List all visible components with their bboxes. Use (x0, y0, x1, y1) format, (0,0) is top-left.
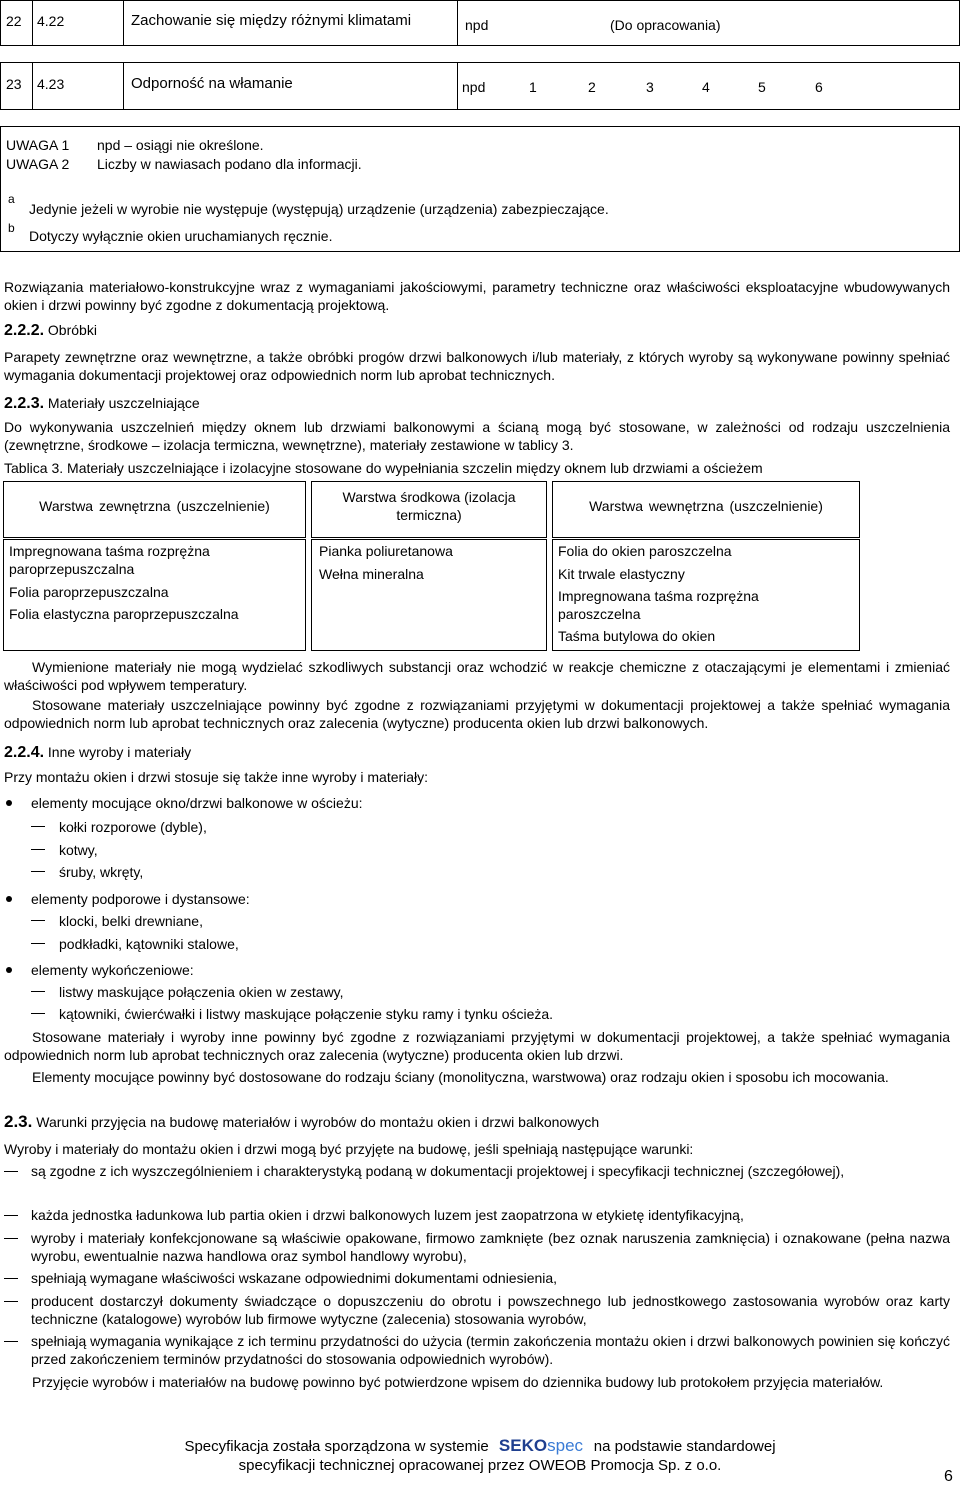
brand-logo (499, 1436, 588, 1455)
list-group-label: elementy wykończeniowe: (31, 962, 194, 978)
section-paragraph: Do wykonywania uszczelnień między oknem lub drzwiami balkonowymi a ścianą mogą być stosowane, w zależności od rodzaju uszczelnienia (zewnętrzne, środkowe – izolacja termiczna, wewnętrzne), materiały zestawione w tablicy 3. (4, 419, 950, 453)
row-value: (Do opracowania) (610, 17, 721, 33)
section-number: 2.2.4. (4, 744, 45, 761)
table-cell-item: Folia do okien paroszczelna (558, 543, 732, 559)
footer-text: na podstawie standardowej (593, 1438, 776, 1455)
dash-icon (4, 1301, 18, 1302)
dash-icon (4, 1171, 18, 1172)
table-cell-item: Folia paroprzepuszczalna (9, 584, 169, 600)
footer (0, 1436, 960, 1475)
section-number: 2.2.2. (4, 322, 45, 339)
list-item: spełniają wymagania wynikające z ich terminu przydatności do użycia (termin zakończenia montażu okien i drzwi balkonowych powinien się kończyć przed zakończeniem terminów przydatności do stosowania odpowiednich wyrobów). (31, 1333, 950, 1367)
dash-icon (31, 943, 45, 944)
brand-logo-part: spec (547, 1436, 584, 1455)
class-value: 4 (702, 79, 710, 95)
table-header: Warstwa środkowa (izolacja termiczna) (342, 489, 516, 523)
table-header: Warstwa zewnętrzna (uszczelnienie) (39, 498, 270, 514)
row-code: 4.23 (37, 76, 65, 92)
note-label: UWAGA 1 (6, 137, 70, 153)
dash-icon (4, 1341, 18, 1342)
table-cell-item: Wełna mineralna (319, 566, 424, 582)
table-cell-item: Taśma butylowa do okien (558, 628, 716, 644)
list-item: kotwy, (59, 842, 98, 858)
table-header: Warstwa wewnętrzna (uszczelnienie) (589, 498, 823, 514)
list-item: kątowniki, ćwierćwałki i listwy maskujące połączenie styku ramy i tynku ościeża. (59, 1006, 554, 1022)
section-title: Warunki przyjęcia na budowę materiałów i wyrobów do montażu okien i drzwi balkonowych (36, 1114, 600, 1130)
dash-icon (31, 826, 45, 827)
note-text: Liczby w nawiasach podano dla informacji. (97, 156, 362, 172)
dash-icon (31, 849, 45, 850)
note-text: npd – osiągi nie określone. (97, 137, 264, 153)
footnote-text: Dotyczy wyłącznie okien uruchamianych ręcznie. (29, 228, 333, 244)
table-cell-item: Impregnowana taśma rozprężna paroprzepuszczalna (9, 543, 210, 577)
note-label: UWAGA 2 (6, 156, 70, 172)
table-cell-item: Folia elastyczna paroprzepuszczalna (9, 606, 239, 622)
dash-icon (31, 871, 45, 872)
section-heading (4, 1113, 599, 1131)
brand-logo-part: SEKO (498, 1436, 548, 1455)
paragraph: Stosowane materiały uszczelniające powinny być zgodne z rozwiązaniami przyjętymi w dokumentacji projektowej a także spełniać wymagania odpowiednich norm lub aprobat technicznych oraz zalecenia (wytyczne) producenta okien lub drzwi balkonowych. (4, 697, 950, 731)
list-item: kołki rozporowe (dyble), (59, 819, 207, 835)
row-number: 22 (6, 13, 22, 29)
section-heading (4, 394, 200, 413)
list-item: klocki, belki drewniane, (59, 913, 203, 929)
class-value: 1 (529, 79, 537, 95)
section-intro: Przy montażu okien i drzwi stosuje się także inne wyroby i materiały: (4, 769, 429, 785)
class-value: 3 (646, 79, 654, 95)
section-number: 2.2.3. (4, 395, 45, 412)
list-item: śruby, wkręty, (59, 864, 144, 880)
table-caption: Tablica 3. Materiały uszczelniające i izolacyjne stosowane do wypełniania szczelin między oknem lub drzwiami a ościeżem (4, 460, 763, 476)
bullet-icon (6, 967, 12, 973)
paragraph: Elementy mocujące powinny być dostosowane do rodzaju ściany (monolityczna, warstwowa) oraz rodzaju okien i sposobu ich mocowania. (32, 1069, 889, 1085)
list-item: wyroby i materiały konfekcjonowane są właściwie opakowane, firmowo zamknięte (bez oznak naruszenia zamknięcia) i oznakowane (pełna nazwa wyrobu, ewentualnie nazwa handlowa oraz symbol handlowy wyrobu), (31, 1230, 950, 1264)
intro-paragraph: Rozwiązania materiałowo-konstrukcyjne wraz z wymaganiami jakościowymi, parametry techniczne oraz właściwości eksploatacyjne wbudowywanych okien i drzwi powinny być zgodne z dokumentacją projektową. (4, 279, 950, 313)
table-cell-item: Kit trwale elastyczny (558, 566, 685, 582)
list-item: spełniają wymagane właściwości wskazane odpowiednimi dokumentami odniesienia, (31, 1270, 558, 1286)
row-number: 23 (6, 76, 22, 92)
class-value: 2 (588, 79, 596, 95)
dash-icon (4, 1238, 18, 1239)
section-paragraph: Parapety zewnętrzne oraz wewnętrzne, a także obróbki progów drzwi balkonowych i/lub materiały, z których wyroby są wykonywane powinny spełniać wymagania dokumentacji projektowej oraz odpowiednich norm lub aprobat technicznych. (4, 349, 950, 383)
class-value: 6 (815, 79, 823, 95)
class-value: 5 (758, 79, 766, 95)
table-cell-item: Impregnowana taśma rozprężna paroszczelna (558, 588, 759, 622)
section-title: Materiały uszczelniające (47, 395, 200, 411)
section-heading (4, 321, 97, 340)
dash-icon (31, 991, 45, 992)
row-name: Odporność na włamanie (131, 75, 293, 92)
footer-line (0, 1436, 960, 1456)
section-title: Obróbki (47, 322, 97, 338)
list-group-label: elementy podporowe i dystansowe: (31, 891, 250, 907)
bullet-icon (6, 896, 12, 902)
list-item: każda jednostka ładunkowa lub partia okien i drzwi balkonowych luzem jest zaopatrzona w etykietę identyfikacyjną, (31, 1207, 744, 1223)
dash-icon (4, 1215, 18, 1216)
paragraph: Przyjęcie wyrobów i materiałów na budowę powinno być potwierdzone wpisem do dziennika budowy lub protokołem przyjęcia materiałów. (32, 1374, 884, 1390)
list-item: listwy maskujące połączenia okien w zestawy, (59, 984, 344, 1000)
section-title: Inne wyroby i materiały (47, 744, 192, 760)
dash-icon (31, 1013, 45, 1014)
footnote-mark: b (8, 221, 15, 235)
row-name: Zachowanie się między różnymi klimatami (131, 12, 412, 29)
page-number: 6 (944, 1468, 953, 1485)
row-code: 4.22 (37, 13, 65, 29)
list-group-label: elementy mocujące okno/drzwi balkonowe w ościeżu: (31, 795, 363, 811)
list-item: podkładki, kątowniki stalowe, (59, 936, 239, 952)
footer-text: Specyfikacja została sporządzona w systemie (184, 1438, 489, 1455)
paragraph: Wymienione materiały nie mogą wydzielać szkodliwych substancji oraz wchodzić w reakcje chemiczne z otaczającymi je elementami i zmieniać właściwości pod wpływem temperatury. (4, 659, 950, 693)
table-cell-item: Pianka poliuretanowa (319, 543, 453, 559)
bullet-icon (6, 800, 12, 806)
dash-icon (4, 1278, 18, 1279)
list-item: są zgodne z ich wyszczególnieniem i charakterystyką podaną w dokumentacji projektowej i specyfikacji technicznej (szczegółowej), (31, 1163, 845, 1179)
row-npd: npd (465, 17, 489, 33)
row-npd: npd (462, 79, 486, 95)
section-number: 2.3. (4, 1112, 33, 1131)
section-heading (4, 743, 191, 762)
footnote-mark: a (8, 192, 15, 206)
list-item: producent dostarczył dokumenty świadczące o dopuszczeniu do obrotu i powszechnego lub jednostkowego zastosowania wyrobów oraz karty techniczne (katalogowe) wyrobów lub firmowe wytyczne (zalecenia) stosowania wyrobów, (31, 1293, 950, 1327)
section-intro: Wyroby i materiały do montażu okien i drzwi mogą być przyjęte na budowę, jeśli spełniają następujące warunki: (4, 1141, 694, 1157)
footer-text: specyfikacji technicznej opracowanej przez OWEOB Promocja Sp. z o.o. (238, 1457, 722, 1474)
dash-icon (31, 920, 45, 921)
paragraph: Stosowane materiały i wyroby inne powinny być zgodne z rozwiązaniami przyjętymi w dokumentacji projektowej, a także spełniać wymagania odpowiednich norm lub aprobat technicznych oraz zalecenia (wytyczne) producenta okien lub drzwi. (4, 1029, 950, 1063)
footnote-text: Jedynie jeżeli w wyrobie nie występuje (występują) urządzenie (urządzenia) zabezpieczające. (29, 201, 609, 217)
